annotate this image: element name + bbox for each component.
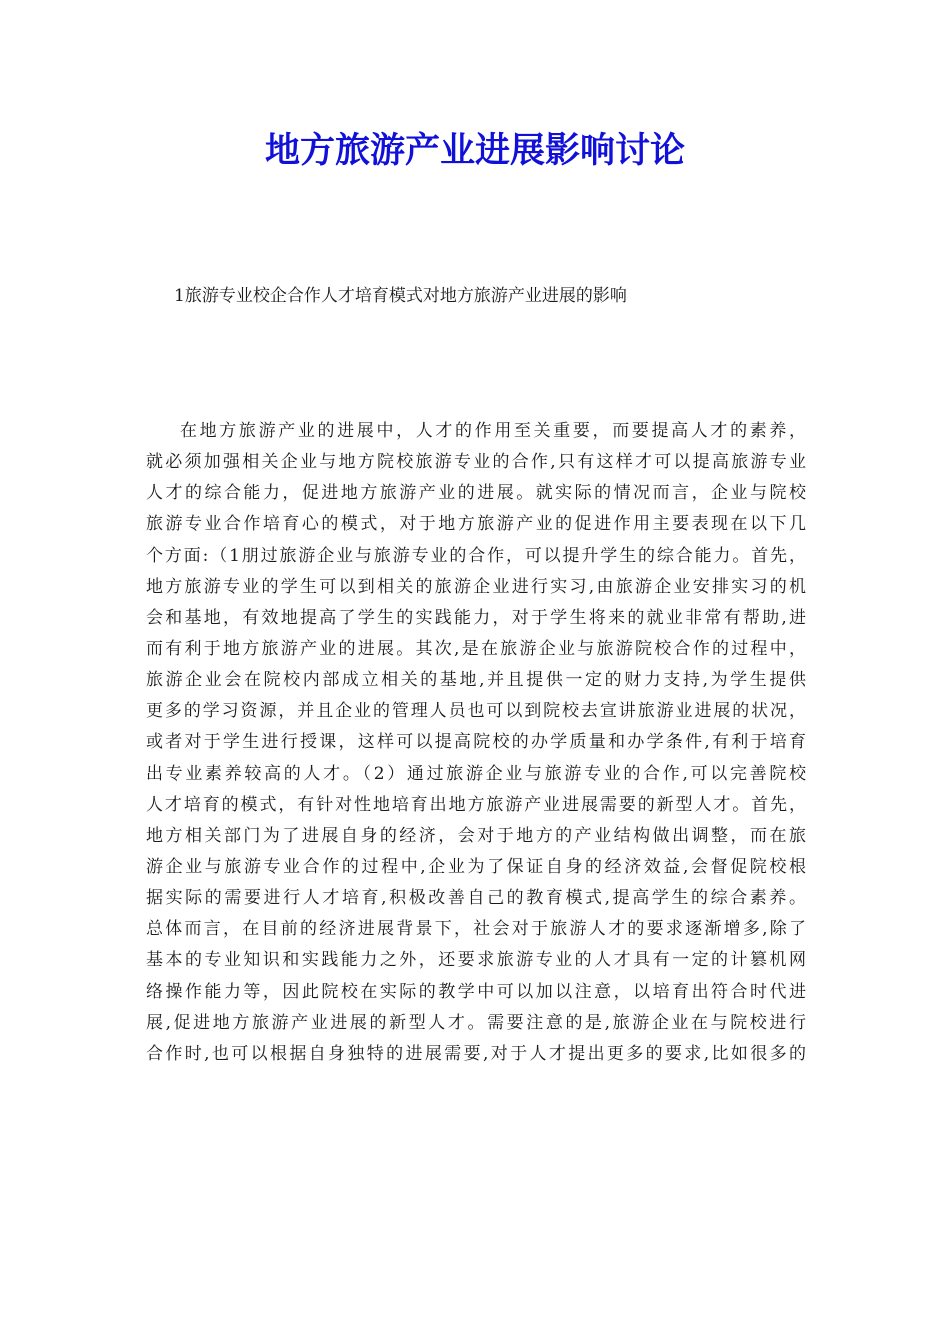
body-line: 个方面:（1朋过旅游企业与旅游专业的合作，可以提升学生的综合能力。首先， bbox=[146, 545, 806, 566]
body-line: 出专业素养较高的人才。（2）通过旅游企业与旅游专业的合作,可以完善院校 bbox=[146, 763, 806, 784]
body-line: 人才的综合能力，促进地方旅游产业的进展。就实际的情况而言，企业与院校 bbox=[146, 483, 806, 504]
body-line: 地方旅游专业的学生可以到相关的旅游企业进行实习,由旅游企业安排实习的机 bbox=[146, 576, 806, 597]
document-title: 地方旅游产业进展影响讨论 bbox=[264, 131, 685, 171]
body-line: 就必须加强相关企业与地方院校旅游专业的合作,只有这样才可以提高旅游专业 bbox=[146, 452, 806, 473]
body-line: 据实际的需要进行人才培育,积极改善自己的教育模式,提高学生的综合素养。 bbox=[146, 888, 806, 909]
body-line: 会和基地，有效地提高了学生的实践能力，对于学生将来的就业非常有帮助,进 bbox=[146, 607, 806, 628]
body-text bbox=[146, 416, 806, 1070]
body-line: 展,促进地方旅游产业进展的新型人才。需要注意的是,旅游企业在与院校进行 bbox=[146, 1012, 806, 1033]
body-line: 旅游专业合作培育心的模式，对于地方旅游产业的促进作用主要表现在以下几 bbox=[146, 514, 806, 535]
body-line: 合作时,也可以根据自身独特的进展需要,对于人才提出更多的要求,比如很多的 bbox=[146, 1043, 806, 1064]
body-line: 或者对于学生进行授课，这样可以提高院校的办学质量和办学条件,有利于培育 bbox=[146, 732, 806, 753]
body-line: 基本的专业知识和实践能力之外，还要求旅游专业的人才具有一定的计篡机网 bbox=[146, 950, 806, 971]
body-line: 旅游企业会在院校内部成立相关的基地,并且提供一定的财力支持,为学生提供 bbox=[146, 670, 806, 691]
body-line: 络操作能力等，因此院校在实际的教学中可以加以注意，以培育出符合时代进 bbox=[146, 981, 806, 1002]
body-line: 人才培育的模式，有针对性地培育出地方旅游产业进展需要的新型人才。首先， bbox=[146, 794, 806, 815]
body-line: 更多的学习资源，并且企业的管理人员也可以到院校去宣讲旅游业进展的状况， bbox=[146, 701, 806, 722]
body-line: 在地方旅游产业的进展中，人才的作用至关重要，而要提高人才的素养， bbox=[180, 421, 806, 441]
body-line: 总体而言，在目前的经济进展背景下，社会对于旅游人才的要求逐渐增多,除了 bbox=[146, 919, 806, 940]
body-line: 地方相关部门为了进展自身的经济，会对于地方的产业结构做出调整，而在旅 bbox=[146, 825, 806, 846]
body-line: 游企业与旅游专业合作的过程中,企业为了保证自身的经济效益,会督促院校根 bbox=[146, 856, 806, 877]
body-line: 而有利于地方旅游产业的进展。其次,是在旅游企业与旅游院校合作的过程中， bbox=[146, 638, 806, 659]
section-heading: 1旅游专业校企合作人才培育模式对地方旅游产业进展的影响 bbox=[174, 286, 627, 306]
